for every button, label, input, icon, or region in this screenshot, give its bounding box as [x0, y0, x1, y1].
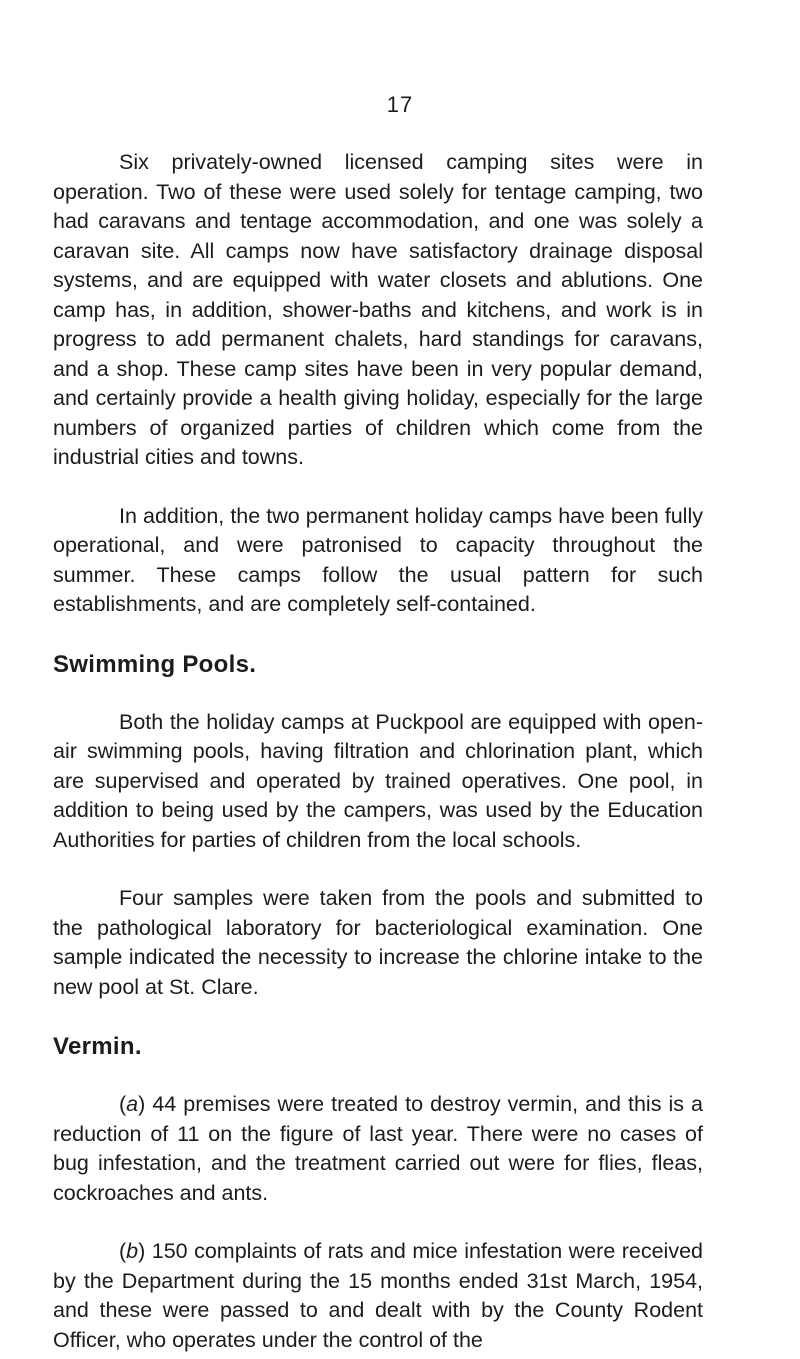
item-a-close-paren: ) — [138, 1092, 146, 1116]
vermin-item-b — [53, 1237, 703, 1355]
item-a-text: 44 premises were treated to destroy vermin, and this is a reduction of 11 on the figure of last year. There were no cases of bug infestation, and the treatment carried out were for flies, fleas, cockroaches and ants. — [53, 1092, 703, 1205]
camping-sites-paragraph: Six privately-owned licensed camping sites were in operation. Two of these were used solely for tentage camping, two had caravans and tentage accommodation, and one was solely a caravan site. All camps now have satisfactory drainage disposal systems, and are equipped with water closets and ablutions. One camp has, in addition, shower-baths and kitchens, and work is in progress to add permanent chalets, hard standings for caravans, and a shop. These camp sites have been in very popular demand, and certainly provide a health giving holiday, especially for the large numbers of organized parties of children which come from the industrial cities and towns. — [53, 150, 703, 469]
item-a-label: a — [126, 1092, 139, 1116]
page-body — [53, 148, 703, 1355]
holiday-camps-paragraph: In addition, the two permanent holiday camps have been fully operational, and were patronised to capacity throughout the summer. These camps follow the usual pattern for such establishments, and are completely self-contained. — [53, 503, 703, 616]
vermin-item-a — [53, 1090, 703, 1208]
item-b-label: b — [126, 1239, 139, 1263]
item-b-close-paren: ) — [138, 1239, 146, 1263]
item-b-text: 150 complaints of rats and mice infestation were received by the Department during the 15 months ended 31st March, 1954, and these were passed to and dealt with by the County Rodent Officer, who operates under the control of the — [53, 1239, 703, 1352]
item-b-open-paren: ( — [119, 1239, 127, 1263]
item-a-open-paren: ( — [119, 1092, 127, 1116]
vermin-heading: Vermin. — [53, 1033, 142, 1060]
swimming-pools-paragraph-1: Both the holiday camps at Puckpool are equipped with open-air swimming pools, having filtration and chlorination plant, which are supervised and operated by trained operatives. One pool, in addition to being used by the campers, was used by the Education Authorities for parties of children from the local schools. — [53, 709, 703, 852]
page-number: 17 — [386, 92, 414, 117]
swimming-pools-paragraph-2: Four samples were taken from the pools and submitted to the pathological laboratory for bacteriological examination. One sample indicated the necessity to increase the chlorine intake to the new pool at St. Clare. — [53, 886, 703, 999]
swimming-pools-heading: Swimming Pools. — [53, 650, 257, 678]
